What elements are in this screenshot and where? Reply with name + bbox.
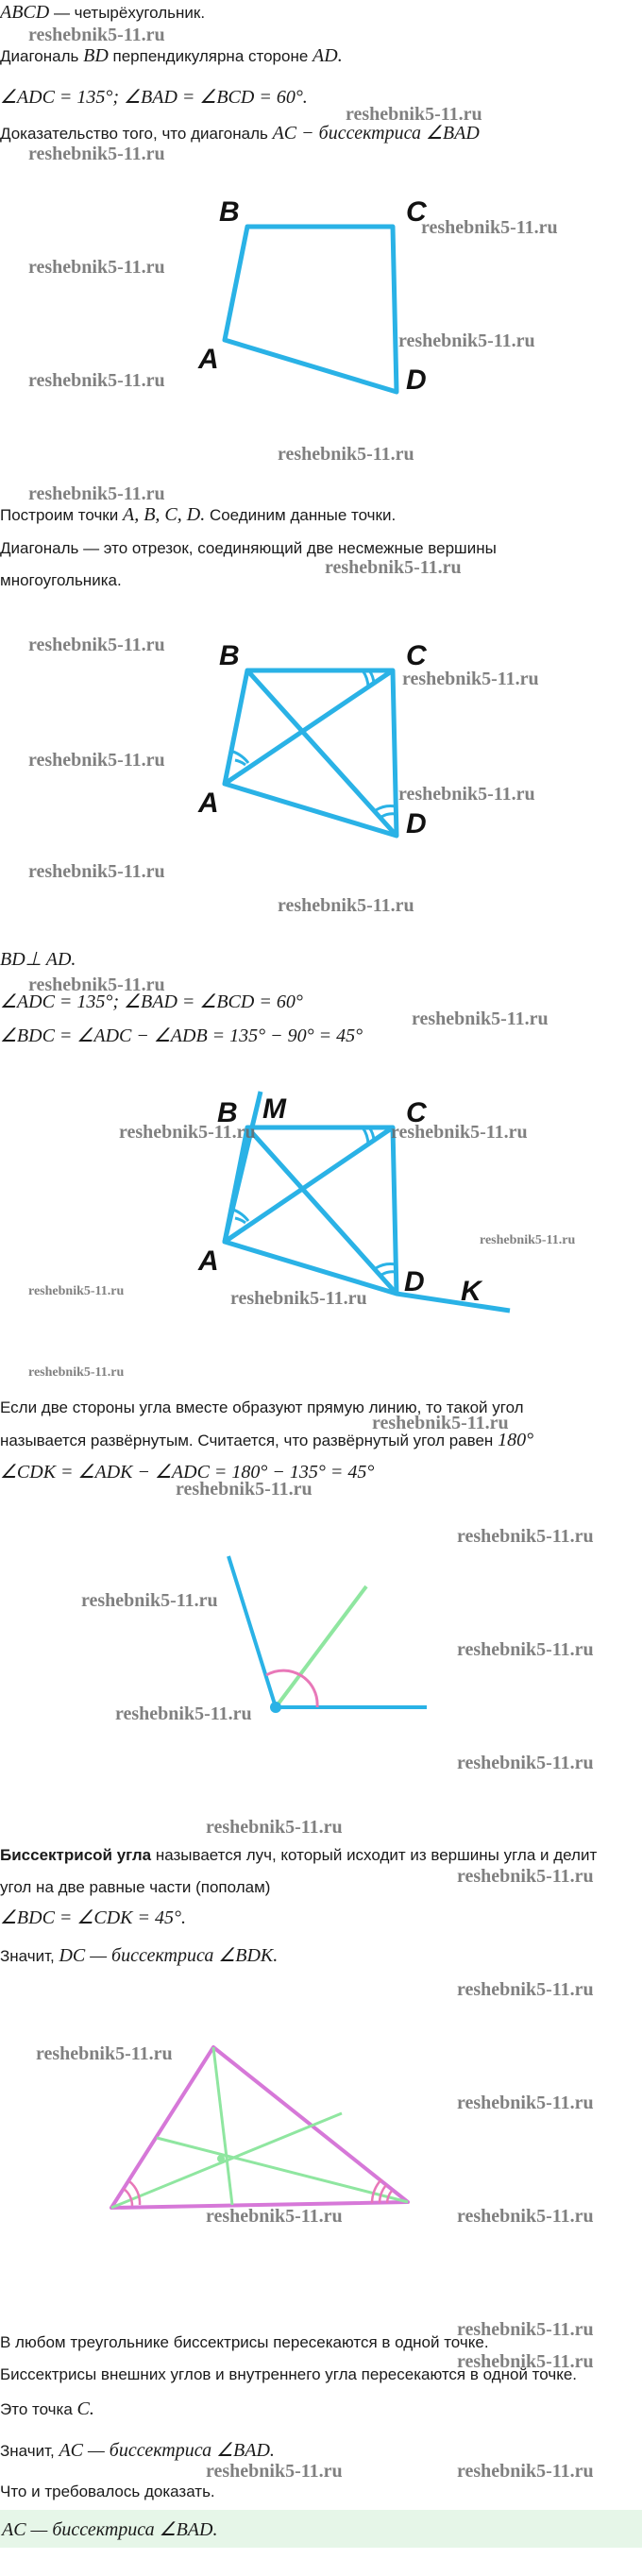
watermark: reshebnik5-11.ru [412,1008,549,1029]
watermark: reshebnik5-11.ru [457,1526,594,1547]
watermark: reshebnik5-11.ru [28,1365,125,1380]
answer-box [0,2510,642,2548]
triangle [111,2047,408,2208]
step1-line-2: Диагональ — это отрезок, соединяющий две несмежные вершины [0,539,497,557]
point-label-b: B [217,1097,238,1128]
watermark: reshebnik5-11.ru [457,1639,594,1660]
step5-line-2: Биссектрисы внешних углов и внутреннего угла пересекаются в одной точке. [0,2365,578,2383]
point-label-d: D [404,1266,425,1297]
watermark: reshebnik5-11.ru [457,2093,594,2113]
angle-arc-a-1 [235,760,245,765]
watermark: reshebnik5-11.ru [230,1288,367,1309]
point-label-d: D [406,808,427,839]
watermark: reshebnik5-11.ru [28,974,165,995]
watermark: reshebnik5-11.ru [278,895,414,916]
watermark: reshebnik5-11.ru [391,1122,528,1143]
angle-arc-c-2 [363,670,368,687]
quadrilateral-abcd [225,670,397,836]
given-angles-repeat: ∠ADC = 135°; ∠BAD = ∠BCD = 60° [0,991,303,1012]
watermark: reshebnik5-11.ru [457,1866,594,1887]
bisector-from-top [213,2047,232,2205]
watermark: reshebnik5-11.ru [346,104,482,125]
step1-line-1: Построим точки A, B, C, D. Соединим данные точки. [0,504,397,525]
quadrilateral-abcd [225,227,397,392]
watermark: reshebnik5-11.ru [28,750,165,771]
prove-statement: Доказательство того, что диагональ AC − биссектриса ∠BAD [0,123,480,144]
figure-kind: — четырёхугольник. [53,4,206,22]
answer-text: AC — биссектриса ∠BAD. [2,2519,218,2540]
term-bisector: Биссектрисой угла [0,1846,152,1864]
angle-side-1 [228,1556,276,1707]
watermark: reshebnik5-11.ru [206,2206,343,2227]
angle-arc-d-1 [381,814,396,817]
watermark: reshebnik5-11.ru [28,635,165,655]
angle-arc-d-2 [376,806,396,810]
watermark: reshebnik5-11.ru [119,1122,256,1143]
angle-arc-right-2 [380,2185,386,2203]
problem-line-1 [0,2,205,24]
watermark: reshebnik5-11.ru [372,1413,509,1433]
problem-line-2: Диагональ BD перпендикулярна стороне AD. [0,45,343,66]
point-label-c: C [406,640,427,671]
dc-bisector-conclusion: Значит, DC — биссектриса ∠BDK. [0,1945,279,1966]
angles-equal: ∠BDC = ∠CDK = 45°. [0,1907,186,1928]
step5-line-3: Это точка C. [0,2398,94,2419]
quadrilateral-abcd [225,1127,397,1294]
vertex-point [270,1702,281,1713]
point-label-m: M [262,1093,286,1125]
step5-line-4: Значит, AC — биссектриса ∠BAD. [0,2440,275,2461]
point-label-a: A [198,788,219,819]
point-label-a: A [198,1246,219,1277]
incenter-point [217,2155,225,2162]
watermark: reshebnik5-11.ru [457,2319,594,2340]
angle-arc-d-2 [376,1264,396,1268]
watermark: reshebnik5-11.ru [28,861,165,882]
watermark: reshebnik5-11.ru [398,330,535,351]
angle-cdk-calc: ∠CDK = ∠ADK − ∠ADC = 180° − 135° = 45° [0,1462,375,1483]
figure-angle-bisector [0,1539,642,1728]
step5-line-5: Что и требовалось доказать. [0,2483,215,2500]
bisector-from-left [111,2113,342,2208]
given-angles: ∠ADC = 135°; ∠BAD = ∠BCD = 60°. [0,87,308,108]
watermark: reshebnik5-11.ru [457,1753,594,1773]
point-label-k: K [461,1276,482,1307]
watermark: reshebnik5-11.ru [206,2461,343,2482]
straight-angle-line-2: называется развёрнутым. Считается, что развёрнутый угол равен 180° [0,1430,534,1450]
angle-bdc-calc: ∠BDC = ∠ADC − ∠ADB = 135° − 90° = 45° [0,1025,363,1046]
watermark: reshebnik5-11.ru [28,25,165,45]
angle-arc-d-1 [381,1272,396,1275]
watermark: reshebnik5-11.ru [206,1817,343,1838]
watermark: reshebnik5-11.ru [402,669,539,689]
watermark: reshebnik5-11.ru [278,444,414,465]
watermark: reshebnik5-11.ru [398,784,535,805]
watermark: reshebnik5-11.ru [325,557,462,578]
watermark: reshebnik5-11.ru [457,2461,594,2482]
point-label-c: C [406,1097,427,1128]
watermark: reshebnik5-11.ru [115,1703,252,1724]
step5-line-1: В любом треугольнике биссектрисы пересекаются в одной точке. [0,2333,489,2351]
point-label-b: B [219,196,240,228]
watermark: reshebnik5-11.ru [36,2043,173,2064]
watermark: reshebnik5-11.ru [28,257,165,278]
bisector-ray [276,1586,366,1707]
watermark: reshebnik5-11.ru [28,1284,125,1298]
watermark: reshebnik5-11.ru [28,144,165,164]
figure-name: ABCD [0,2,50,23]
watermark: reshebnik5-11.ru [457,2351,594,2372]
angle-arc-a-1 [235,1218,245,1223]
bisector-definition-line-2: угол на две равные части (пополам) [0,1878,271,1896]
bd-perp-ad: BD⊥ AD. [0,949,76,970]
point-label-c: C [406,196,427,228]
watermark: reshebnik5-11.ru [176,1479,313,1500]
point-label-a: A [198,344,219,375]
watermark: reshebnik5-11.ru [28,370,165,391]
point-label-b: B [219,640,240,671]
watermark: reshebnik5-11.ru [81,1590,218,1611]
watermark: reshebnik5-11.ru [457,2206,594,2227]
watermark: reshebnik5-11.ru [457,1979,594,2000]
point-label-d: D [406,364,427,396]
watermark: reshebnik5-11.ru [28,483,165,504]
figure-quadrilateral-diagonals [0,623,642,869]
straight-angle-line-1: Если две стороны угла вместе образуют прямую линию, то такой угол [0,1398,524,1416]
bisector-definition-line-1: Биссектрисой угла называется луч, который исходит из вершины угла и делит [0,1846,598,1864]
angle-arc-c-2 [363,1127,368,1144]
step1-line-3: многоугольника. [0,571,122,589]
watermark: reshebnik5-11.ru [421,217,558,238]
watermark: reshebnik5-11.ru [480,1233,576,1247]
